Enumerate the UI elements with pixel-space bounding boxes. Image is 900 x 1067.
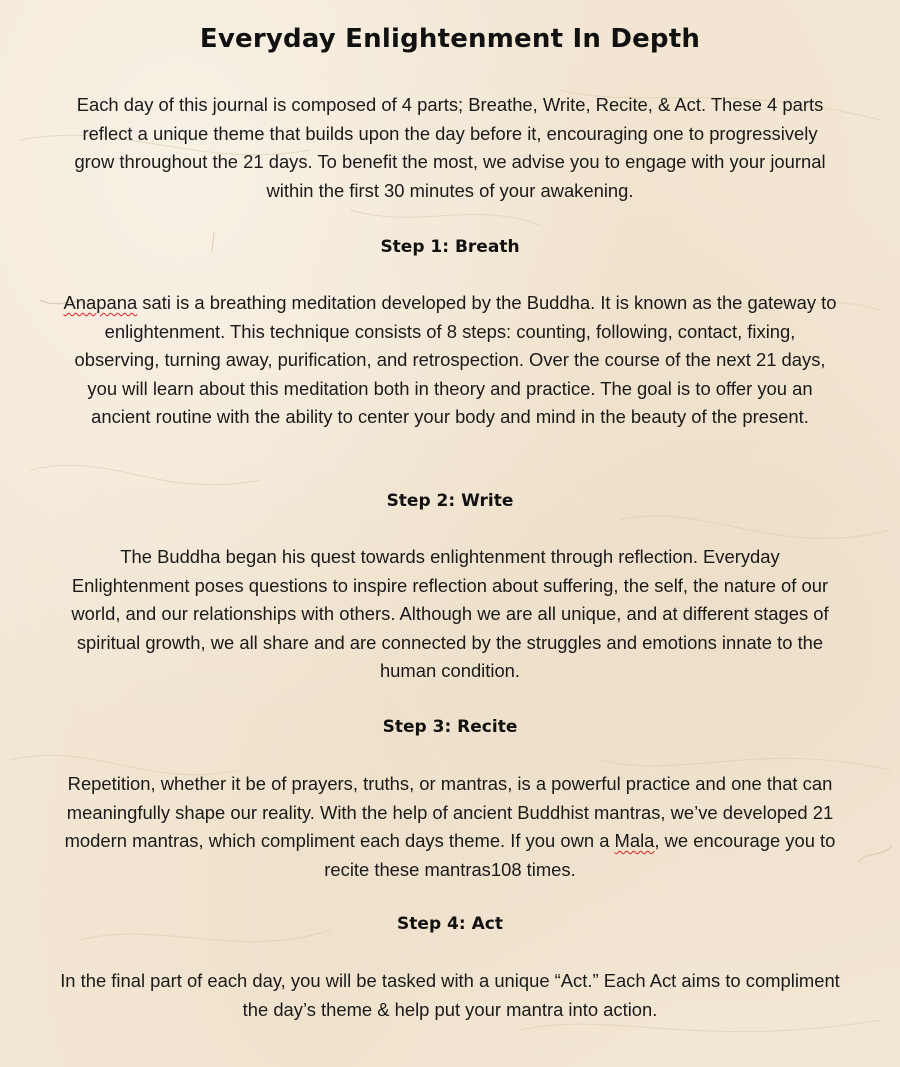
intro-paragraph: Each day of this journal is composed of 4 parts; Breathe, Write, Recite, & Act. These 4 parts reflect a unique theme that builds upon the day before it, encouraging one to progressively grow throughout the 21 days. To benefit the most, we advise you to engage with your journal within the first 30 minutes of your awakening. bbox=[74, 94, 826, 201]
misspelled-word: Mala bbox=[614, 830, 655, 851]
step-4-paragraph: In the final part of each day, you will be tasked with a unique “Act.” Each Act aims to compliment the day’s theme & help put your mantra into action. bbox=[60, 970, 840, 1020]
page-title: Everyday Enlightenment In Depth bbox=[199, 24, 701, 54]
step-1-text: sati is a breathing meditation developed by the Buddha. It is known as the gateway to enlightenment. This technique consists of 8 steps: counting, following, contact, fixing, observing, turning away, purification, and retrospection. Over the course of the next 21 days, you will learn about this meditation both in theory and practice. The goal is to offer you an ancient routine with the ability to center your body and mind in the beauty of the present. bbox=[74, 292, 837, 427]
step-2-paragraph: The Buddha began his quest towards enlightenment through reflection. Everyday Enlightenment poses questions to inspire reflection about suffering, the self, the nature of our world, and our relationships with others. Although we are all unique, and at different stages of spiritual growth, we all share and are connected by the struggles and emotions innate to the human condition. bbox=[71, 546, 829, 681]
step-1-heading: Step 1: Breath bbox=[380, 237, 520, 257]
step-3-text-before: Repetition, whether it be of prayers, truths, or mantras, is a powerful practice and one that can meaningfully shape our reality. With the help of ancient Buddhist mantras, we’ve developed 21 modern mantras, which compliment each days theme. If you own a bbox=[64, 773, 834, 851]
step-2-heading: Step 2: Write bbox=[386, 491, 514, 511]
step-3-text-after: , we encourage you to recite these mantras108 times. bbox=[324, 830, 836, 880]
step-1-paragraph bbox=[60, 289, 840, 432]
step-3-heading: Step 3: Recite bbox=[382, 717, 518, 737]
misspelled-word: Anapana bbox=[63, 292, 138, 313]
step-3-paragraph bbox=[60, 770, 840, 884]
step-4-heading: Step 4: Act bbox=[397, 914, 503, 934]
